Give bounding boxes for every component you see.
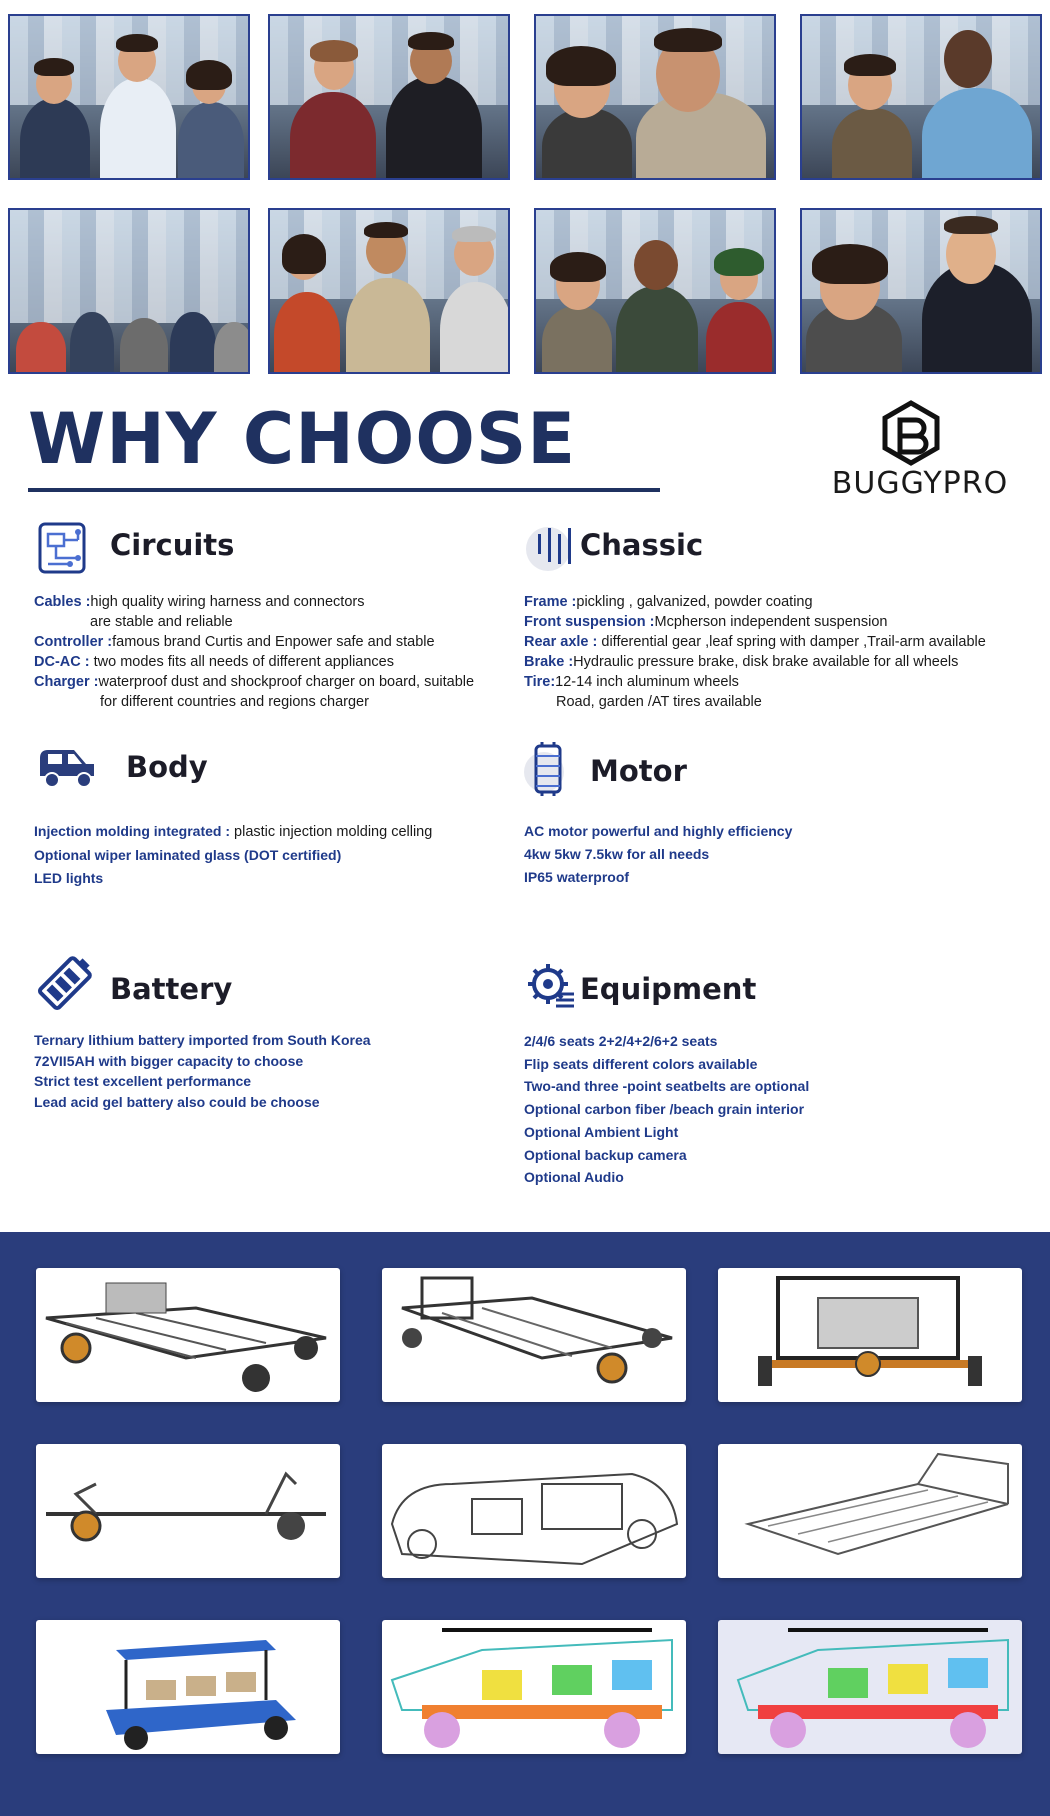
body-drawing-card [382, 1444, 686, 1578]
exhibition-photo [800, 14, 1042, 180]
detail-line: are stable and reliable [90, 614, 233, 630]
detail-line: Front suspension :Mcpherson independent suspension [524, 614, 888, 630]
detail-line: Flip seats different colors available [524, 1055, 758, 1072]
buggypro-logo-icon [878, 400, 944, 466]
chassis-drawing-card [382, 1268, 686, 1402]
feature-title: Chassic [580, 528, 704, 562]
engineering-drawings-panel [0, 1232, 1050, 1816]
detail-line: IP65 waterproof [524, 869, 630, 885]
feature-title: Body [126, 750, 208, 784]
detail-line: Two-and three -point seatbelts are optional [524, 1078, 810, 1095]
circuit-board-icon [34, 518, 96, 580]
feature-title: Circuits [110, 528, 235, 562]
exhibition-photo [8, 14, 250, 180]
brand-name: BUGGYPRO [831, 466, 1009, 501]
cad-layout-card [382, 1620, 686, 1754]
seat-frame-drawing-card [718, 1444, 1022, 1578]
detail-line: DC-AC : two modes fits all needs of different appliances [34, 654, 394, 670]
exhibition-photo [268, 208, 510, 374]
detail-line: Cables :high quality wiring harness and connectors [34, 594, 365, 610]
detail-line: Brake :Hydraulic pressure brake, disk brake available for all wheels [524, 654, 959, 670]
exhibition-photo [534, 14, 776, 180]
battery-icon [34, 948, 100, 1014]
title-underline [28, 488, 660, 492]
detail-line: 2/4/6 seats 2+2/4+2/6+2 seats [524, 1033, 718, 1049]
exhibition-photo [534, 208, 776, 374]
detail-line: Controller :famous brand Curtis and Enpower safe and stable [34, 634, 435, 650]
exhibition-photo [800, 208, 1042, 374]
detail-line: Injection molding integrated : plastic injection molding celling [34, 823, 433, 840]
detail-line: AC motor powerful and highly efficiency [524, 823, 793, 839]
detail-line: Optional carbon fiber /beach grain interior [524, 1101, 805, 1118]
cart-render-card [36, 1620, 340, 1754]
detail-line: Optional Ambient Light [524, 1123, 679, 1140]
golf-cart-icon [34, 736, 100, 798]
feature-title: Equipment [580, 972, 757, 1006]
motor-details [524, 820, 1044, 889]
chassis-bars-icon [522, 518, 584, 580]
gear-settings-icon [526, 960, 576, 1010]
page-title: WHY CHOOSE [28, 398, 577, 480]
exhibition-photo-gallery [0, 0, 1050, 380]
chassic-details [524, 592, 1044, 712]
body-details [34, 820, 554, 890]
equipment-details [524, 1030, 1044, 1189]
detail-line: Charger :waterproof dust and shockproof charger on board, suitable [34, 674, 475, 690]
detail-line: Road, garden /AT tires available [556, 694, 762, 710]
detail-line: LED lights [34, 870, 104, 886]
battery-details [34, 1030, 554, 1112]
detail-line: Optional wiper laminated glass (DOT certified) [34, 847, 342, 863]
detail-line: Optional Audio [524, 1169, 624, 1186]
motor-icon [522, 738, 584, 800]
chassis-drawing-card [36, 1268, 340, 1402]
detail-line: 72VII5AH with bigger capacity to choose [34, 1052, 304, 1069]
circuits-details [34, 592, 554, 712]
detail-line: Ternary lithium battery imported from South Korea [34, 1032, 371, 1048]
detail-line: 4kw 5kw 7.5kw for all needs [524, 846, 710, 862]
detail-line: Strict test excellent performance [34, 1073, 252, 1089]
detail-line: Tire:12-14 inch aluminum wheels [524, 674, 739, 690]
exhibition-photo [268, 14, 510, 180]
exhibition-photo [8, 208, 250, 374]
detail-line: Lead acid gel battery also could be choose [34, 1093, 320, 1110]
feature-title: Battery [110, 972, 233, 1006]
detail-line: Optional backup camera [524, 1146, 687, 1163]
feature-title: Motor [590, 754, 687, 788]
detail-line: for different countries and regions charger [100, 694, 369, 710]
detail-line: Rear axle : differential gear ,leaf spring with damper ,Trail-arm available [524, 634, 986, 650]
cad-layout-card [718, 1620, 1022, 1754]
chassis-drawing-card [718, 1268, 1022, 1402]
detail-line: Frame :pickling , galvanized, powder coating [524, 594, 813, 610]
frame-drawing-card [36, 1444, 340, 1578]
